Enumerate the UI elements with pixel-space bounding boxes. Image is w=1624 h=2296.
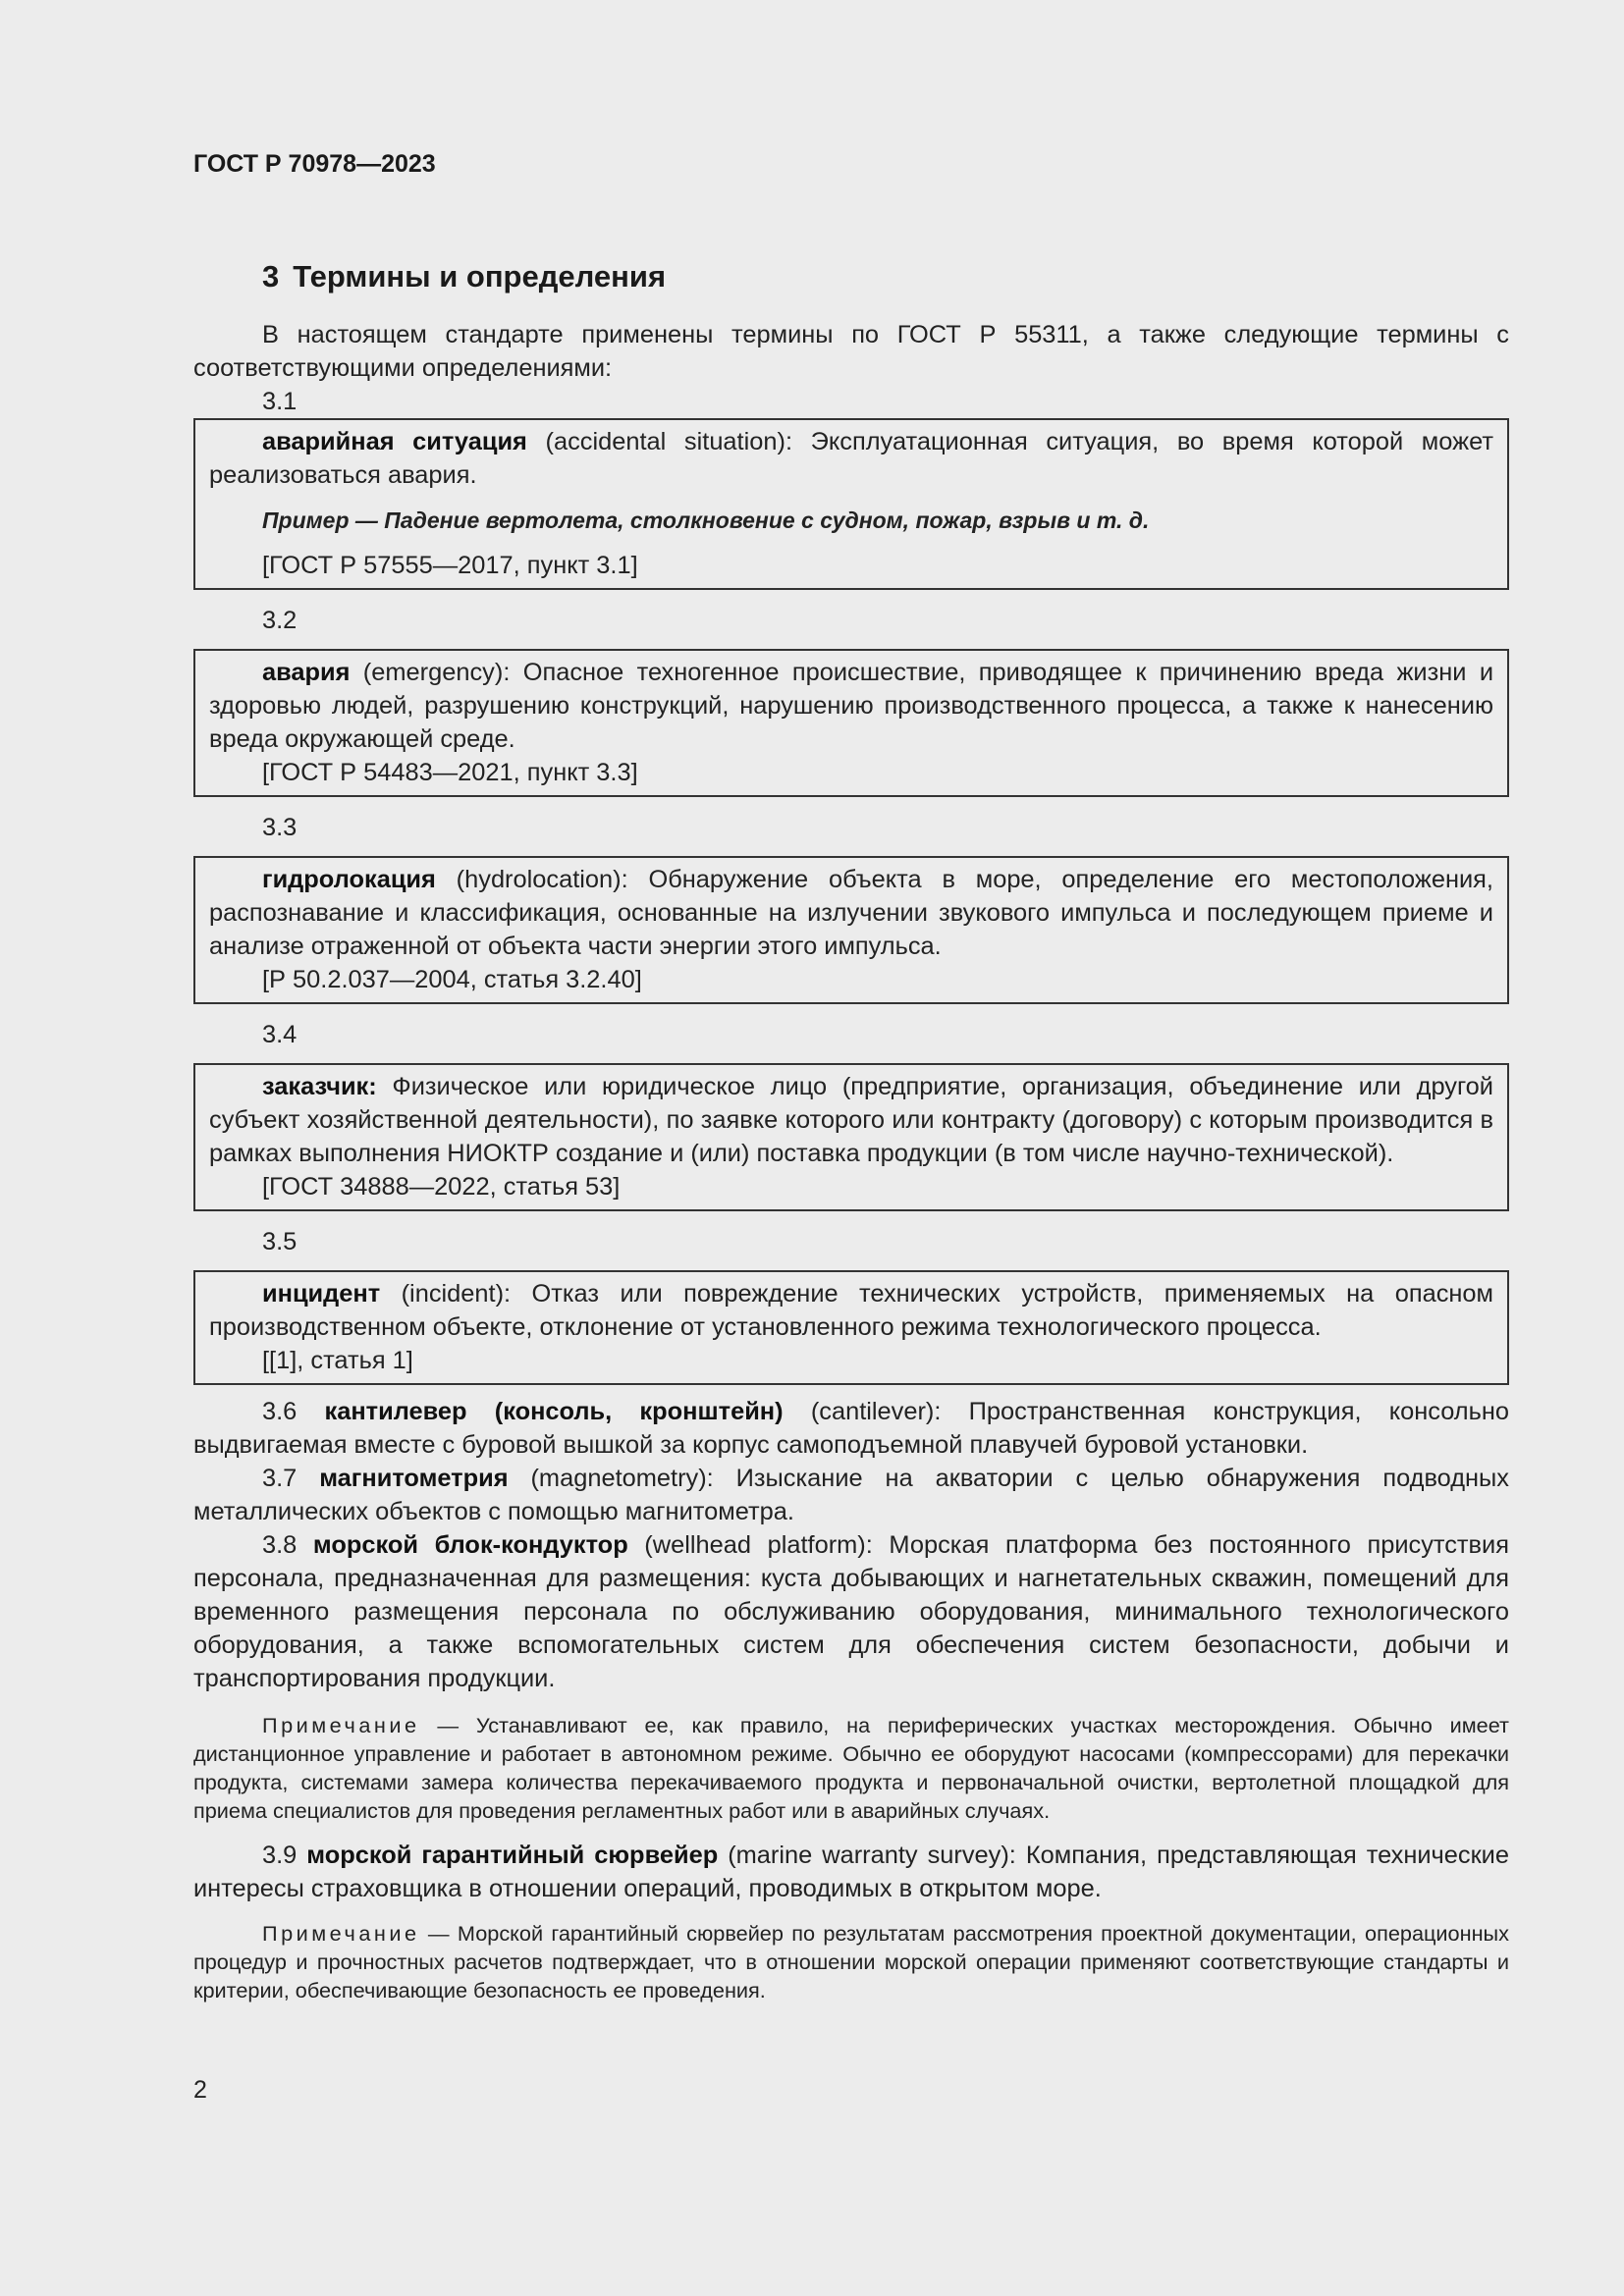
term-text: (magnetometry): Изыскание на акватории с целью обнаружения подводных металлических объектов с помощью магнитометра. (193, 1465, 1509, 1525)
page-number: 2 (193, 2076, 207, 2104)
term-number: 3.1 (262, 388, 298, 415)
term-source: [ГОСТ 34888—2022, статья 53] (262, 1173, 621, 1201)
term-paragraph (193, 1462, 1509, 1528)
term-definition (209, 425, 1493, 492)
section-title: Термины и определения (293, 259, 667, 294)
note-paragraph (193, 1711, 1509, 1825)
term-source: [[1], статья 1] (262, 1347, 413, 1374)
page-content (193, 147, 1509, 2004)
term-text: (cantilever): Пространственная конструкция, консольно выдвигаемая вместе с буровой вышкой за корпус самоподъемной плавучей буровой установки. (193, 1398, 1509, 1459)
term-paragraph (193, 1839, 1509, 1905)
note-text: — Морской гарантийный сюрвейер по результатам рассмотрения проектной документации, операционных процедур и прочностных расчетов подтверждает, что в отношении морской операции применяют соответствующие стандарты и критерии, обеспечивающие безопасность ее проведения. (193, 1921, 1509, 2002)
term-number: 3.2 (262, 607, 298, 634)
term-number: 3.5 (262, 1228, 298, 1255)
term-text: (hydrolocation): Обнаружение объекта в море, определение его местоположения, распознавание и классификация, основанные на излучении звукового импульса и последующем приеме и анализе отраженной от объекта части энергии этого импульса. (209, 866, 1493, 960)
term-number: 3.6 (262, 1398, 298, 1425)
term-name: авария (262, 659, 351, 686)
term-source: [Р 50.2.037—2004, статья 3.2.40] (262, 966, 642, 993)
note-label: Примечание (262, 1921, 420, 1946)
note-label: Примечание (262, 1713, 420, 1737)
term-number: 3.4 (262, 1021, 298, 1048)
term-number: 3.8 (262, 1531, 298, 1559)
term-name: заказчик: (262, 1073, 377, 1100)
term-box (193, 1270, 1509, 1385)
term-box (193, 649, 1509, 797)
term-number: 3.7 (262, 1465, 298, 1492)
note-paragraph (193, 1919, 1509, 2004)
term-text: (incident): Отказ или повреждение технических устройств, применяемых на опасном производственном объекте, отклонение от установленного режима технологического процесса. (209, 1280, 1493, 1341)
term-text: (accidental situation): Эксплуатационная ситуация, во время которой может реализоваться авария. (209, 428, 1493, 489)
term-definition (209, 863, 1493, 963)
term-definition (209, 656, 1493, 756)
term-text: Физическое или юридическое лицо (предприятие, организация, объединение или другой субъект хозяйственной деятельности), по заявке которого или контракту (договору) с которым производится в рамках выполнения НИОКТР создание и (или) поставка продукции (в том числе научно-технической). (209, 1073, 1493, 1167)
term-box (193, 418, 1509, 590)
term-source: [ГОСТ Р 54483—2021, пункт 3.3] (262, 759, 638, 786)
term-number: 3.3 (262, 814, 298, 841)
section-heading (262, 257, 1509, 296)
term-paragraph (193, 1395, 1509, 1462)
term-text: (emergency): Опасное техногенное происшествие, приводящее к причинению вреда жизни и здоровью людей, разрушению конструкций, нарушению производственного процесса, а также к нанесению вреда окружающей среде. (209, 659, 1493, 753)
term-box (193, 1063, 1509, 1211)
term-source: [ГОСТ Р 57555—2017, пункт 3.1] (262, 552, 638, 579)
document-code: ГОСТ Р 70978—2023 (193, 150, 436, 178)
term-name: инцидент (262, 1280, 381, 1308)
term-example: Пример — Падение вертолета, столкновение с судном, пожар, взрыв и т. д. (262, 507, 1150, 533)
term-name: магнитометрия (319, 1465, 509, 1492)
term-paragraph (193, 1528, 1509, 1695)
section-number: 3 (262, 259, 280, 294)
term-text: (marine warranty survey): Компания, представляющая технические интересы страховщика в отношении операций, проводимых в открытом море. (193, 1842, 1509, 1902)
term-definition (209, 1277, 1493, 1344)
term-name: гидролокация (262, 866, 436, 893)
note-text: — Устанавливают ее, как правило, на периферических участках месторождения. Обычно имеет дистанционное управление и работает в автономном режиме. Обычно ее оборудуют насосами (компрессорами) для перекачки продукта, системами замера количества перекачиваемого продукта и первоначальной очистки, вертолетной площадкой для приема специалистов для проведения регламентных работ или в аварийных случаях. (193, 1713, 1509, 1823)
term-number: 3.9 (262, 1842, 298, 1869)
term-name: морской гарантийный сюрвейер (306, 1842, 719, 1869)
term-name: морской блок-кондуктор (312, 1531, 628, 1559)
term-definition (209, 1070, 1493, 1170)
term-name: кантилевер (консоль, кронштейн) (324, 1398, 784, 1425)
intro-paragraph: В настоящем стандарте применены термины по ГОСТ Р 55311, а также следующие термины с соответствующими определениями: (193, 321, 1509, 382)
term-box (193, 856, 1509, 1004)
term-name: аварийная ситуация (262, 428, 527, 455)
term-text: (wellhead platform): Морская платформа без постоянного присутствия персонала, предназначенная для размещения: куста добывающих и нагнетательных скважин, помещений для временного размещения персонала по обслуживанию оборудования, минимального технологического оборудования, а также вспомогательных систем для обеспечения систем безопасности, добычи и транспортирования продукции. (193, 1531, 1509, 1692)
